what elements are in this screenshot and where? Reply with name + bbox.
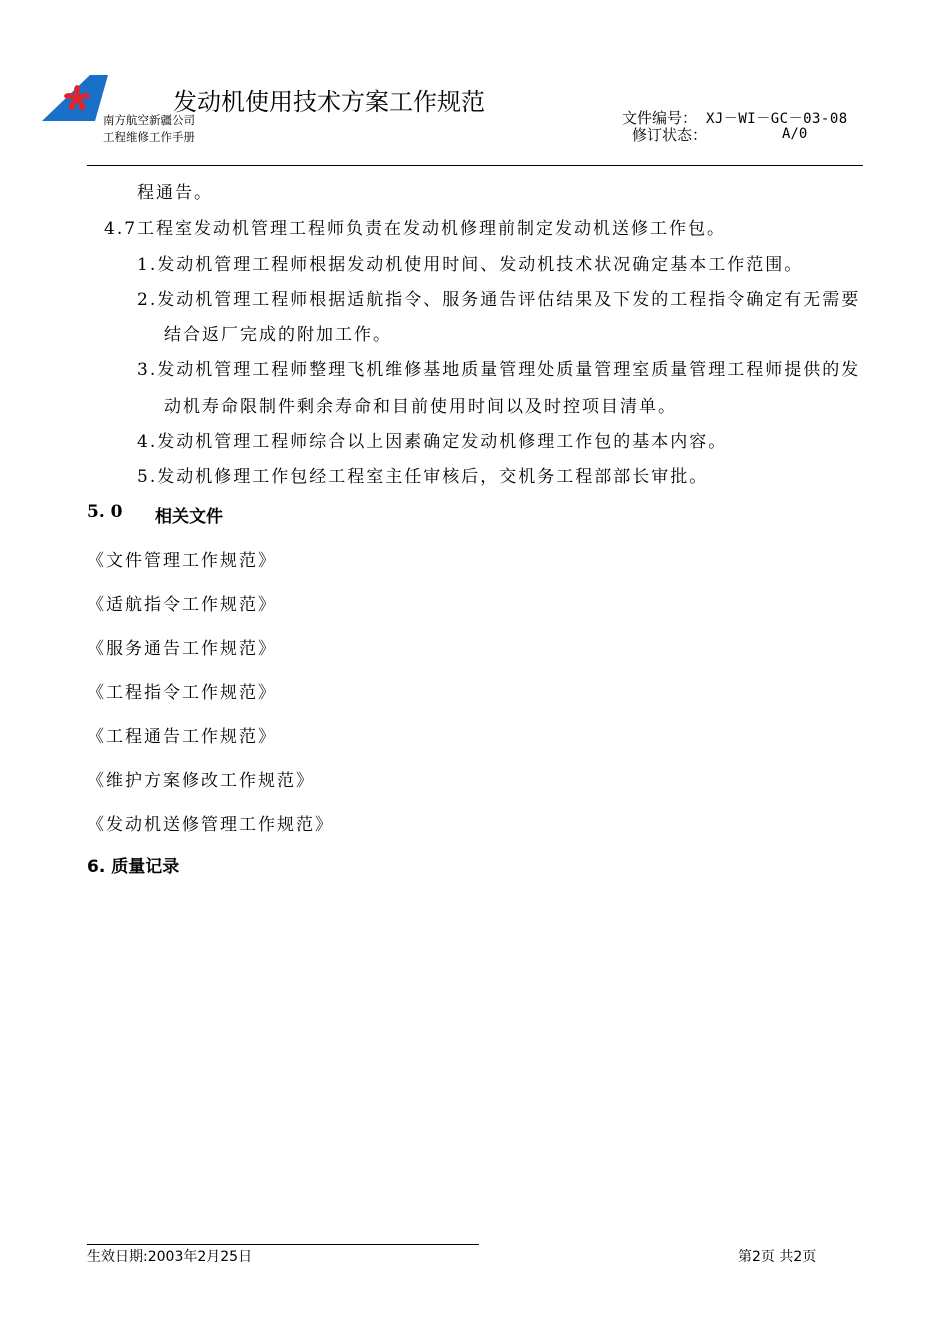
step-3-continuation: 动机寿命限制件剩余寿命和目前使用时间以及时控项目清单。: [164, 397, 677, 417]
revision-label: 修订状态：: [632, 126, 708, 144]
clause-4-7: 4.7工程室发动机管理工程师负责在发动机修理前制定发动机送修工作包。: [104, 219, 727, 239]
related-doc-item: 《文件管理工作规范》: [87, 551, 277, 571]
continuation-text: 程通告。: [137, 183, 213, 203]
document-title: 发动机使用技术方案工作规范: [173, 88, 485, 116]
step-3: 3.发动机管理工程师整理飞机维修基地质量管理处质量管理室质量管理工程师提供的发: [137, 360, 861, 380]
section-6-heading: 6. 质量记录: [87, 857, 180, 877]
doc-number-value: XJ－WI－GC－03-08: [706, 111, 848, 127]
revision-value: A/0: [782, 126, 808, 142]
page-number: 第2页 共2页: [738, 1249, 817, 1265]
doc-number-label: 文件编号：: [622, 109, 698, 127]
footer-divider: [87, 1244, 479, 1245]
related-doc-item: 《服务通告工作规范》: [87, 639, 277, 659]
step-1: 1.发动机管理工程师根据发动机使用时间、发动机技术状况确定基本工作范围。: [137, 255, 804, 275]
manual-name: 工程维修工作手册: [103, 130, 195, 144]
step-4: 4.发动机管理工程师综合以上因素确定发动机修理工作包的基本内容。: [137, 432, 728, 452]
header-divider: [87, 165, 863, 166]
related-doc-item: 《适航指令工作规范》: [87, 595, 277, 615]
step-2: 2.发动机管理工程师根据适航指令、服务通告评估结果及下发的工程指令确定有无需要: [137, 290, 861, 310]
related-doc-item: 《维护方案修改工作规范》: [87, 771, 315, 791]
company-name: 南方航空新疆公司: [103, 113, 195, 127]
related-doc-item: 《发动机送修管理工作规范》: [87, 815, 334, 835]
section-5-title: 相关文件: [155, 507, 223, 527]
step-2-continuation: 结合返厂完成的附加工作。: [164, 325, 392, 345]
step-5: 5.发动机修理工作包经工程室主任审核后，交机务工程部部长审批。: [137, 467, 709, 487]
effective-date: 生效日期:2003年2月25日: [87, 1249, 253, 1265]
company-logo-icon: [40, 73, 110, 125]
section-5-number: 5. 0: [87, 502, 123, 522]
related-doc-item: 《工程指令工作规范》: [87, 683, 277, 703]
related-doc-item: 《工程通告工作规范》: [87, 727, 277, 747]
